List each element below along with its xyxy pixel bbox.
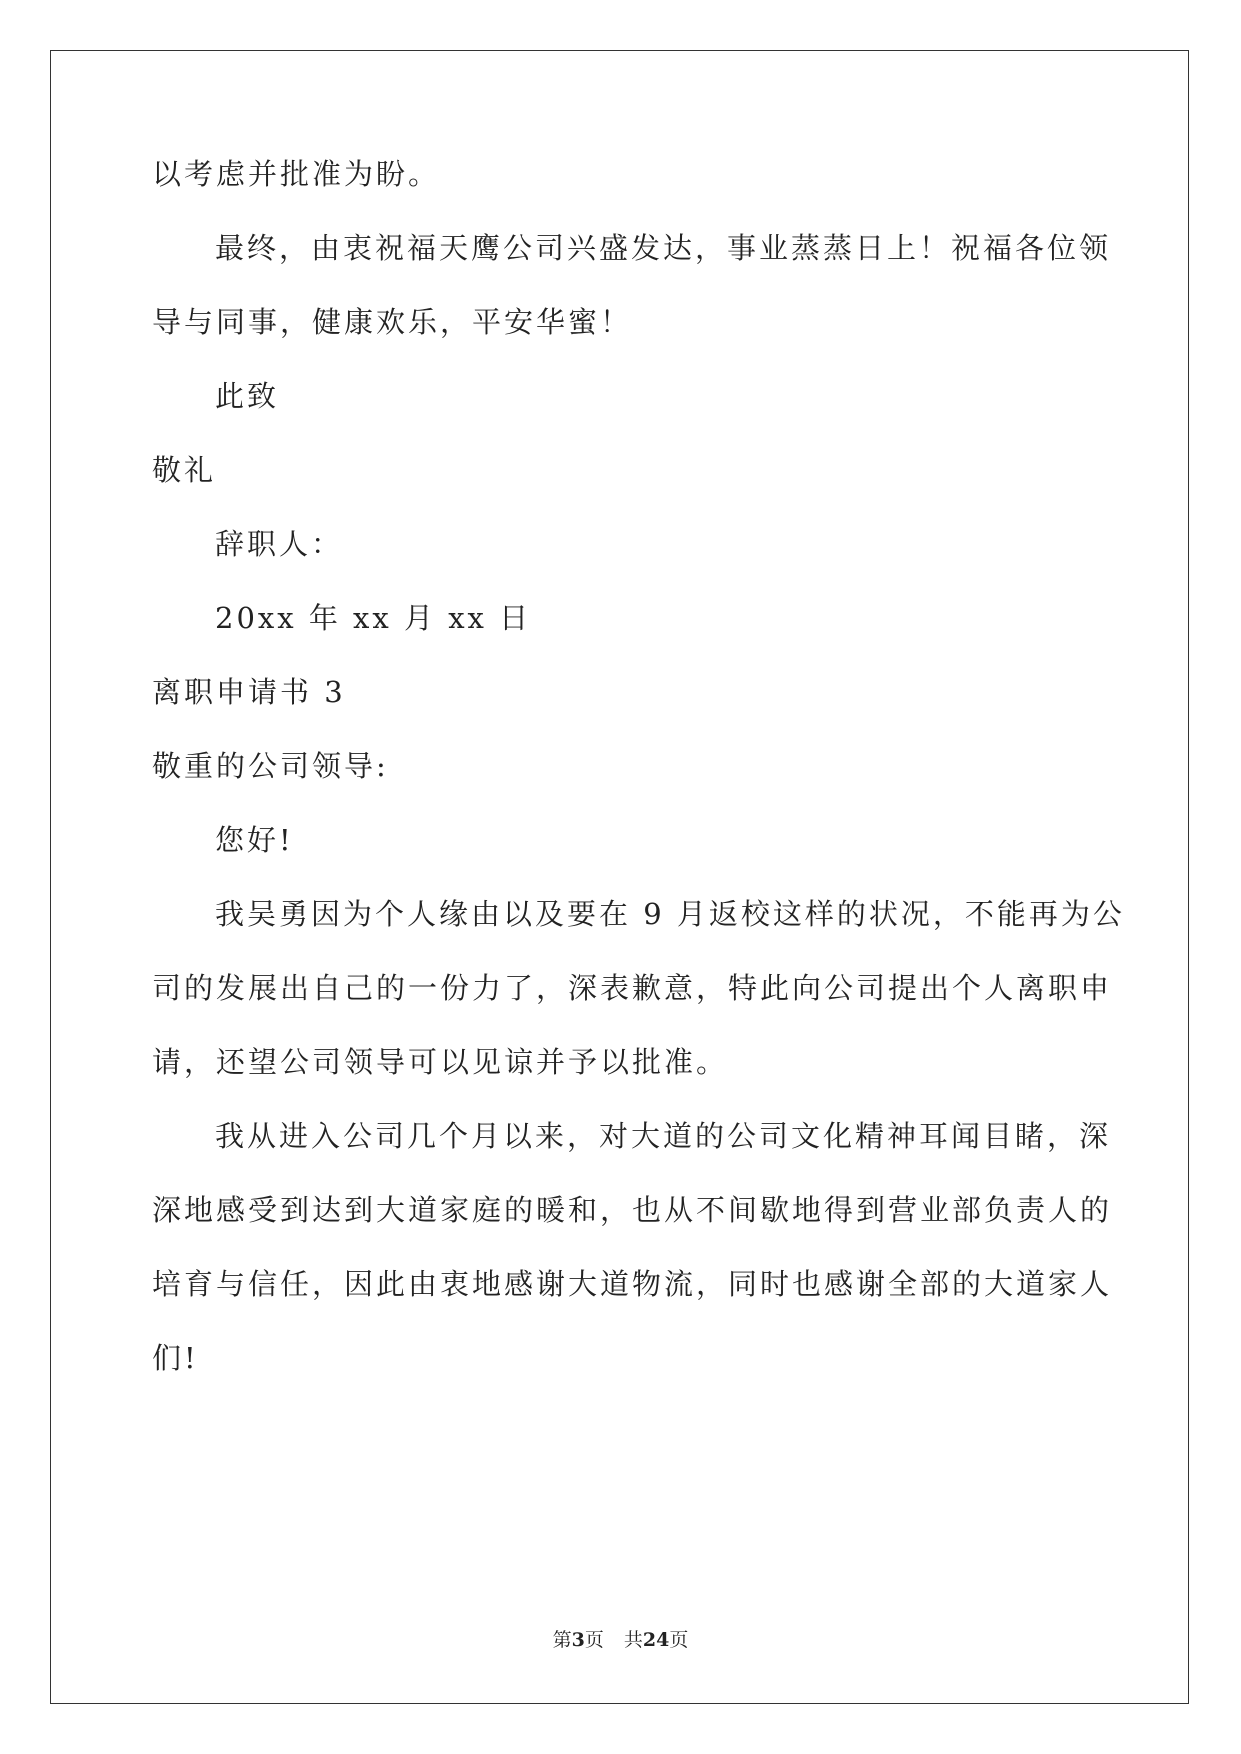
text-line: 深地感受到达到大道家庭的暖和，也从不间歇地得到营业部负责人的 <box>152 1193 1113 1227</box>
text-line: 敬重的公司领导: <box>152 749 389 783</box>
page-border <box>50 50 1189 1704</box>
text-line: 辞职人： <box>215 527 344 561</box>
page-prefix: 第 <box>552 1629 572 1651</box>
text-line: 请，还望公司领导可以见谅并予以批准。 <box>152 1045 729 1079</box>
text-line: 离职申请书 3 <box>152 675 346 709</box>
page-footer <box>0 1625 1241 1652</box>
total-prefix: 共 <box>623 1629 643 1651</box>
page-suffix: 页 <box>584 1629 604 1651</box>
text-line: 我从进入公司几个月以来，对大道的公司文化精神耳闻目睹，深 <box>215 1119 1112 1153</box>
text-line: 20xx 年 xx 月 xx 日 <box>215 601 532 635</box>
text-line: 敬礼 <box>152 453 217 487</box>
text-line: 司的发展出自己的一份力了，深表歉意，特此向公司提出个人离职申 <box>152 971 1113 1005</box>
text-line: 您好! <box>215 823 294 857</box>
text-line: 我吴勇因为个人缘由以及要在 9 月返校这样的状况，不能再为公 <box>215 897 1125 931</box>
text-line: 最终，由衷祝福天鹰公司兴盛发达，事业蒸蒸日上！祝福各位领 <box>215 231 1112 265</box>
total-suffix: 页 <box>669 1629 689 1651</box>
total-pages: 24 <box>642 1629 670 1651</box>
page-number: 3 <box>571 1629 585 1651</box>
text-line: 培育与信任，因此由衷地感谢大道物流，同时也感谢全部的大道家人 <box>152 1267 1113 1301</box>
text-line: 此致 <box>215 379 280 413</box>
text-line: 以考虑并批准为盼。 <box>152 157 441 191</box>
text-line: 导与同事，健康欢乐，平安华蜜！ <box>152 305 633 339</box>
text-line: 们! <box>152 1341 199 1375</box>
